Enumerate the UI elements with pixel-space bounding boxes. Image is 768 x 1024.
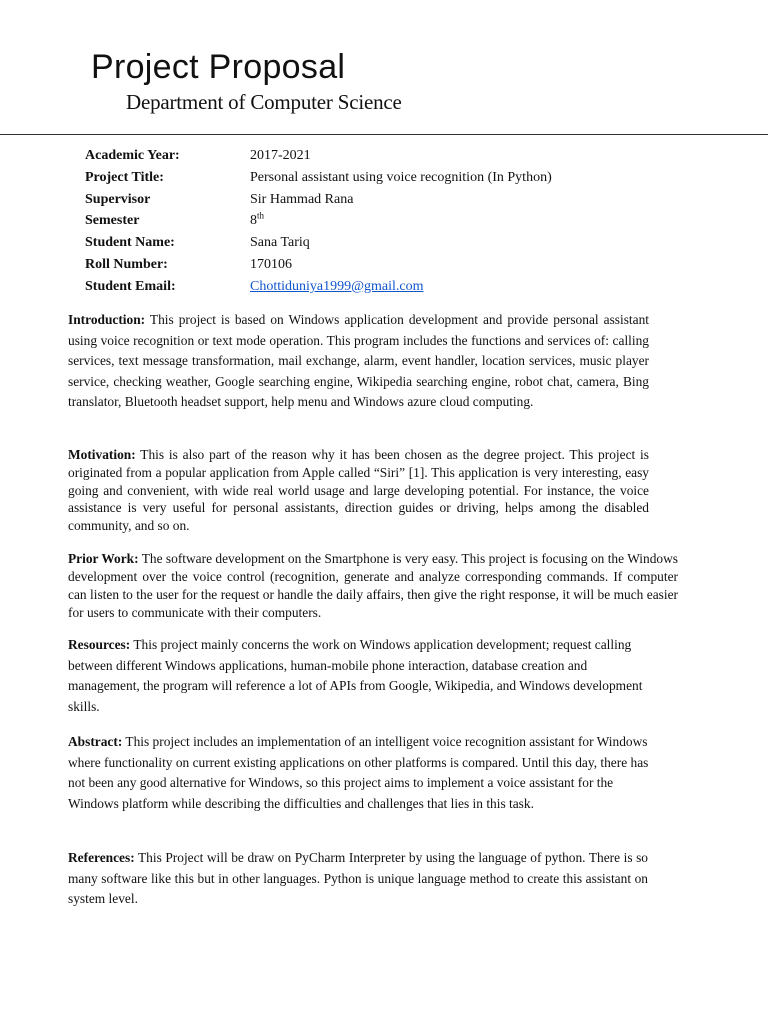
student-name-value: Sana Tariq <box>250 235 310 251</box>
abstract-text: This project includes an implementation of an intelligent voice recognition assistant for Windows where functionality on current existing applications on other platforms is compared. Until this day, there has not been any good alternative for Windows, so this project aims to implement a voice assistant for the Windows platform while describing the difficulties and challenges that lies in this task. <box>68 734 649 811</box>
motivation-paragraph <box>68 446 649 535</box>
references-heading: References: <box>68 850 135 865</box>
academic-year-label: Academic Year: <box>85 148 180 163</box>
semester-suffix: th <box>257 210 265 221</box>
student-email-link[interactable]: Chottiduniya1999@gmail.com <box>250 278 424 294</box>
abstract-paragraph <box>68 732 653 814</box>
student-name-label: Student Name: <box>85 235 175 251</box>
info-row-supervisor <box>85 189 552 211</box>
resources-text: This project mainly concerns the work on Windows application development; request calling between different Windows applications, human-mobile phone interaction, database creation and management, the program will reference a lot of APIs from Google, Wikipedia, and Windows development skills. <box>68 637 643 714</box>
info-row-academic-year <box>85 145 552 167</box>
page-title: Project Proposal <box>91 48 346 86</box>
academic-year-value: 2017-2021 <box>250 148 311 163</box>
roll-number-value: 170106 <box>250 256 292 272</box>
motivation-text: This is also part of the reason why it has been chosen as the degree project. This project is originated from a popular application from Apple called “Siri” [1]. This application is very interesting, easy going and convenient, with wide real world usage and large developing potential. For instance, the voice assistance is very useful for personal assistants, direction guides or driving, helps among the disabled community, and so on. <box>68 447 649 534</box>
semester-value <box>250 210 264 232</box>
references-paragraph <box>68 848 648 910</box>
project-info-table <box>85 145 552 298</box>
info-row-roll-number <box>85 254 552 276</box>
resources-paragraph <box>68 635 653 717</box>
project-title-label: Project Title: <box>85 169 164 185</box>
info-row-project-title <box>85 167 552 189</box>
prior-work-paragraph <box>68 550 678 622</box>
student-email-label: Student Email: <box>85 278 176 294</box>
info-row-student-email <box>85 276 552 298</box>
motivation-heading: Motivation: <box>68 447 136 462</box>
introduction-heading: Introduction: <box>68 312 146 327</box>
info-row-student-name <box>85 232 552 254</box>
supervisor-label: Supervisor <box>85 191 151 207</box>
introduction-paragraph <box>68 310 649 413</box>
resources-heading: Resources: <box>68 637 131 652</box>
project-title-value: Personal assistant using voice recognition (In Python) <box>250 169 552 185</box>
abstract-heading: Abstract: <box>68 734 123 749</box>
semester-label: Semester <box>85 213 140 229</box>
prior-work-heading: Prior Work: <box>68 551 139 566</box>
roll-number-label: Roll Number: <box>85 256 168 272</box>
supervisor-value: Sir Hammad Rana <box>250 191 354 207</box>
header-divider <box>0 134 768 135</box>
references-text: This Project will be draw on PyCharm Interpreter by using the language of python. There is so many software like this but in other languages. Python is unique language method to create this assistant on system level. <box>68 850 648 906</box>
semester-number: 8 <box>250 213 257 229</box>
department-subtitle: Department of Computer Science <box>126 90 402 114</box>
info-row-semester <box>85 210 552 232</box>
prior-work-text: The software development on the Smartphone is very easy. This project is focusing on the Windows development over the voice control (recognition, generate and analyze corresponding commands. If computer can listen to the user for the request or handle the daily affairs, then give the right response, it will be much easier for users to communicate with their computers. <box>68 551 678 620</box>
introduction-text: This project is based on Windows application development and provide personal assistant using voice recognition or text mode operation. This program includes the functions and services of: calling services, text message transformation, mail exchange, alarm, event handler, location services, music player service, checking weather, Google searching engine, Wikipedia searching engine, robot chat, camera, Bing translator, Bluetooth headset support, help menu and Windows azure cloud computing. <box>68 312 649 409</box>
